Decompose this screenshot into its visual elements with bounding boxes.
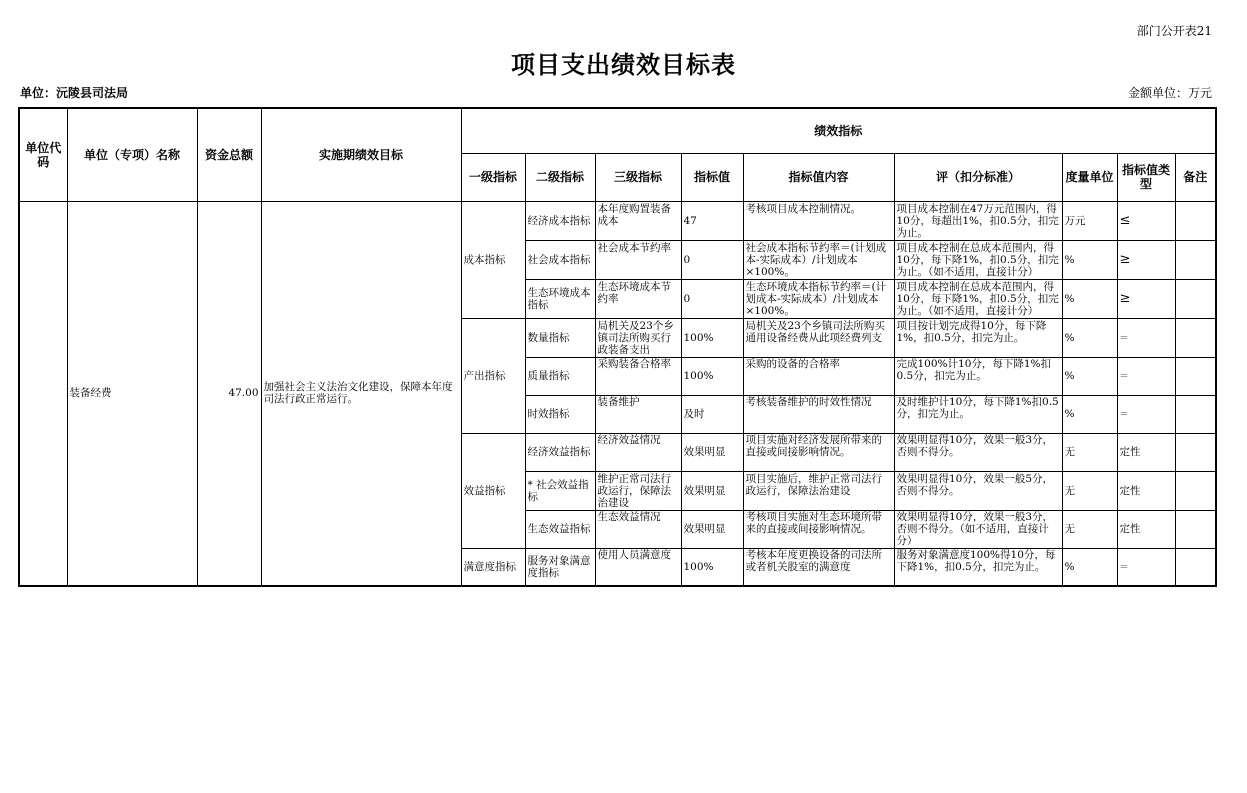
measure-unit-cell: 万元: [1062, 201, 1117, 240]
score-standard-text: 完成100%计10分，每下降1%扣0.5分，扣完为止。: [896, 358, 1052, 382]
level2-indicator-cell: 服务对象满意度指标: [525, 548, 595, 586]
header-l2: 二级指标: [525, 153, 595, 201]
header-measure: 度量单位: [1062, 153, 1117, 201]
indicator-content-cell: [743, 471, 894, 510]
level2-indicator-cell: * 社会效益指标: [525, 471, 595, 510]
score-standard-text: 项目成本控制在总成本范围内，得10分，每下降1%，扣0.5分，扣完为止。（如不适用，直接计分）: [896, 280, 1059, 317]
level3-indicator-text: 使用人员满意度: [597, 548, 671, 561]
score-standard-cell: [894, 279, 1062, 318]
level3-indicator-cell: [595, 548, 681, 586]
level3-indicator-text: 维护正常司法行政运行，保障法治建设: [597, 472, 671, 509]
score-standard-cell: [894, 357, 1062, 395]
indicator-value-cell: 47: [681, 201, 743, 240]
indicator-content-cell: [743, 395, 894, 433]
level1-indicator-cell: 产出指标: [461, 318, 525, 433]
indicator-content-cell: [743, 201, 894, 240]
indicator-value-cell: 100%: [681, 357, 743, 395]
header-content: 指标值内容: [743, 153, 894, 201]
indicator-value-cell: 0: [681, 279, 743, 318]
header-score: 评（扣分标准）: [894, 153, 1062, 201]
score-standard-cell: [894, 201, 1062, 240]
project-total-cell: 47.00: [197, 201, 261, 586]
remark-cell: [1175, 357, 1216, 395]
score-standard-cell: [894, 395, 1062, 433]
remark-cell: [1175, 279, 1216, 318]
level2-indicator-cell: 经济成本指标: [525, 201, 595, 240]
measure-unit-cell: %: [1062, 395, 1117, 433]
header-remark: 备注: [1175, 153, 1216, 201]
score-standard-cell: [894, 471, 1062, 510]
level2-indicator-cell: 数量指标: [525, 318, 595, 357]
measure-unit-cell: %: [1062, 318, 1117, 357]
score-standard-text: 项目成本控制在47万元范围内，得10分，每超出1%，扣0.5分，扣完为止。: [896, 202, 1059, 239]
value-type-cell: 定性: [1117, 510, 1175, 548]
indicator-content-text: 采购的设备的合格率: [745, 358, 840, 370]
unit-label: 单位：沅陵县司法局: [20, 86, 129, 100]
remark-cell: [1175, 510, 1216, 548]
measure-unit-cell: %: [1062, 548, 1117, 586]
indicator-content-text: 社会成本指标节约率＝(计划成本-实际成本）/计划成本×100%。: [745, 241, 887, 278]
indicator-content-cell: [743, 510, 894, 548]
measure-unit-cell: 无: [1062, 433, 1117, 471]
indicator-content-text: 考核本年度更换设备的司法所或者机关股室的满意度: [745, 548, 882, 573]
level3-indicator-text: 社会成本节约率: [597, 241, 671, 254]
level3-indicator-text: 本年度购置装备成本: [597, 202, 671, 227]
header-total: 资金总额: [197, 108, 261, 201]
level3-indicator-text: 局机关及23个乡镇司法所购买行政装备支出: [597, 319, 674, 356]
header-l1: 一级指标: [461, 153, 525, 201]
header-perf: 绩效指标: [461, 108, 1216, 153]
indicator-value-cell: 100%: [681, 318, 743, 357]
measure-unit-cell: 无: [1062, 471, 1117, 510]
header-goal: 实施期绩效目标: [261, 108, 461, 201]
project-goal-cell: 加强社会主义法治文化建设，保障本年度司法行政正常运行。: [261, 201, 461, 586]
level2-indicator-cell: 经济效益指标: [525, 433, 595, 471]
indicator-value-cell: 效果明显: [681, 510, 743, 548]
page-title: 项目支出绩效目标表: [511, 51, 736, 79]
table-row: [19, 201, 1216, 240]
value-type-cell: =: [1117, 357, 1175, 395]
indicator-content-cell: [743, 548, 894, 586]
score-standard-text: 效果明显得10分，效果一般3分，否则不得分。: [896, 434, 1054, 458]
score-standard-cell: [894, 433, 1062, 471]
level1-indicator-cell: 效益指标: [461, 433, 525, 548]
table-number-label: 部门公开表21: [1136, 24, 1212, 38]
project-code-cell: [19, 201, 67, 586]
level3-indicator-text: 采购装备合格率: [597, 358, 671, 370]
remark-cell: [1175, 433, 1216, 471]
level3-indicator-cell: [595, 357, 681, 395]
value-type-cell: =: [1117, 548, 1175, 586]
indicator-value-cell: 效果明显: [681, 433, 743, 471]
amount-unit-label: 金额单位：万元: [1127, 86, 1212, 100]
measure-unit-cell: %: [1062, 357, 1117, 395]
performance-table: [18, 107, 1217, 587]
indicator-content-text: 生态环境成本指标节约率＝(计划成本-实际成本）/计划成本×100%。: [745, 280, 887, 317]
level2-indicator-cell: 时效指标: [525, 395, 595, 433]
value-type-cell: 定性: [1117, 471, 1175, 510]
indicator-value-cell: 100%: [681, 548, 743, 586]
indicator-value-cell: 效果明显: [681, 471, 743, 510]
value-type-cell: ≤: [1117, 201, 1175, 240]
level3-indicator-cell: [595, 240, 681, 279]
header-name: 单位（专项）名称: [67, 108, 197, 201]
level1-indicator-cell: 满意度指标: [461, 548, 525, 586]
score-standard-cell: [894, 548, 1062, 586]
header-type: 指标值类型: [1117, 153, 1175, 201]
level3-indicator-text: 装备维护: [597, 396, 640, 408]
indicator-content-text: 考核项目实施对生态环境所带来的直接或间接影响情况。: [745, 511, 882, 535]
indicator-content-text: 考核项目成本控制情况。: [745, 202, 861, 215]
measure-unit-cell: %: [1062, 240, 1117, 279]
remark-cell: [1175, 318, 1216, 357]
score-standard-text: 项目成本控制在总成本范围内，得10分，每下降1%，扣0.5分，扣完为止。（如不适用，直接计分）: [896, 241, 1059, 278]
score-standard-text: 效果明显得10分，效果一般5分，否则不得分。: [896, 472, 1054, 497]
score-standard-cell: [894, 510, 1062, 548]
level3-indicator-cell: [595, 395, 681, 433]
level2-indicator-cell: 质量指标: [525, 357, 595, 395]
project-name-cell: 装备经费: [67, 201, 197, 586]
score-standard-text: 及时维护计10分，每下降1%扣0.5分，扣完为止。: [896, 396, 1059, 420]
remark-cell: [1175, 395, 1216, 433]
indicator-content-cell: [743, 433, 894, 471]
value-type-cell: ≥: [1117, 240, 1175, 279]
indicator-content-cell: [743, 318, 894, 357]
score-standard-cell: [894, 240, 1062, 279]
header-code: 单位代码: [19, 108, 67, 201]
indicator-value-cell: 及时: [681, 395, 743, 433]
indicator-content-text: 局机关及23个乡镇司法所购买通用设备经费从此项经费列支: [745, 319, 885, 344]
indicator-content-text: 项目实施对经济发展所带来的直接或间接影响情况。: [745, 434, 882, 458]
score-standard-cell: [894, 318, 1062, 357]
level1-indicator-cell: 成本指标: [461, 201, 525, 318]
level3-indicator-cell: [595, 318, 681, 357]
value-type-cell: =: [1117, 318, 1175, 357]
value-type-cell: ≥: [1117, 279, 1175, 318]
measure-unit-cell: %: [1062, 279, 1117, 318]
level3-indicator-cell: [595, 279, 681, 318]
level3-indicator-cell: [595, 471, 681, 510]
indicator-value-cell: 0: [681, 240, 743, 279]
level3-indicator-text: 生态效益情况: [597, 511, 661, 523]
header-value: 指标值: [681, 153, 743, 201]
indicator-content-cell: [743, 240, 894, 279]
header-l3: 三级指标: [595, 153, 681, 201]
value-type-cell: =: [1117, 395, 1175, 433]
remark-cell: [1175, 201, 1216, 240]
level3-indicator-text: 经济效益情况: [597, 434, 661, 446]
score-standard-text: 效果明显得10分，效果一般3分，否则不得分。（如不适用，直接计分）: [896, 511, 1054, 547]
level2-indicator-cell: 生态环境成本指标: [525, 279, 595, 318]
level3-indicator-cell: [595, 510, 681, 548]
remark-cell: [1175, 471, 1216, 510]
indicator-content-cell: [743, 279, 894, 318]
level3-indicator-cell: [595, 201, 681, 240]
remark-cell: [1175, 548, 1216, 586]
indicator-content-cell: [743, 357, 894, 395]
level3-indicator-text: 生态环境成本节约率: [597, 280, 671, 305]
score-standard-text: 项目按计划完成得10分，每下降1%，扣0.5分，扣完为止。: [896, 319, 1047, 344]
level3-indicator-cell: [595, 433, 681, 471]
value-type-cell: 定性: [1117, 433, 1175, 471]
level2-indicator-cell: 社会成本指标: [525, 240, 595, 279]
score-standard-text: 服务对象满意度100%得10分，每下降1%，扣0.5分，扣完为止。: [896, 548, 1056, 573]
remark-cell: [1175, 240, 1216, 279]
level2-indicator-cell: 生态效益指标: [525, 510, 595, 548]
measure-unit-cell: 无: [1062, 510, 1117, 548]
indicator-content-text: 考核装备维护的时效性情况: [745, 396, 872, 408]
indicator-content-text: 项目实施后，维护正常司法行政运行，保障法治建设: [745, 472, 882, 497]
